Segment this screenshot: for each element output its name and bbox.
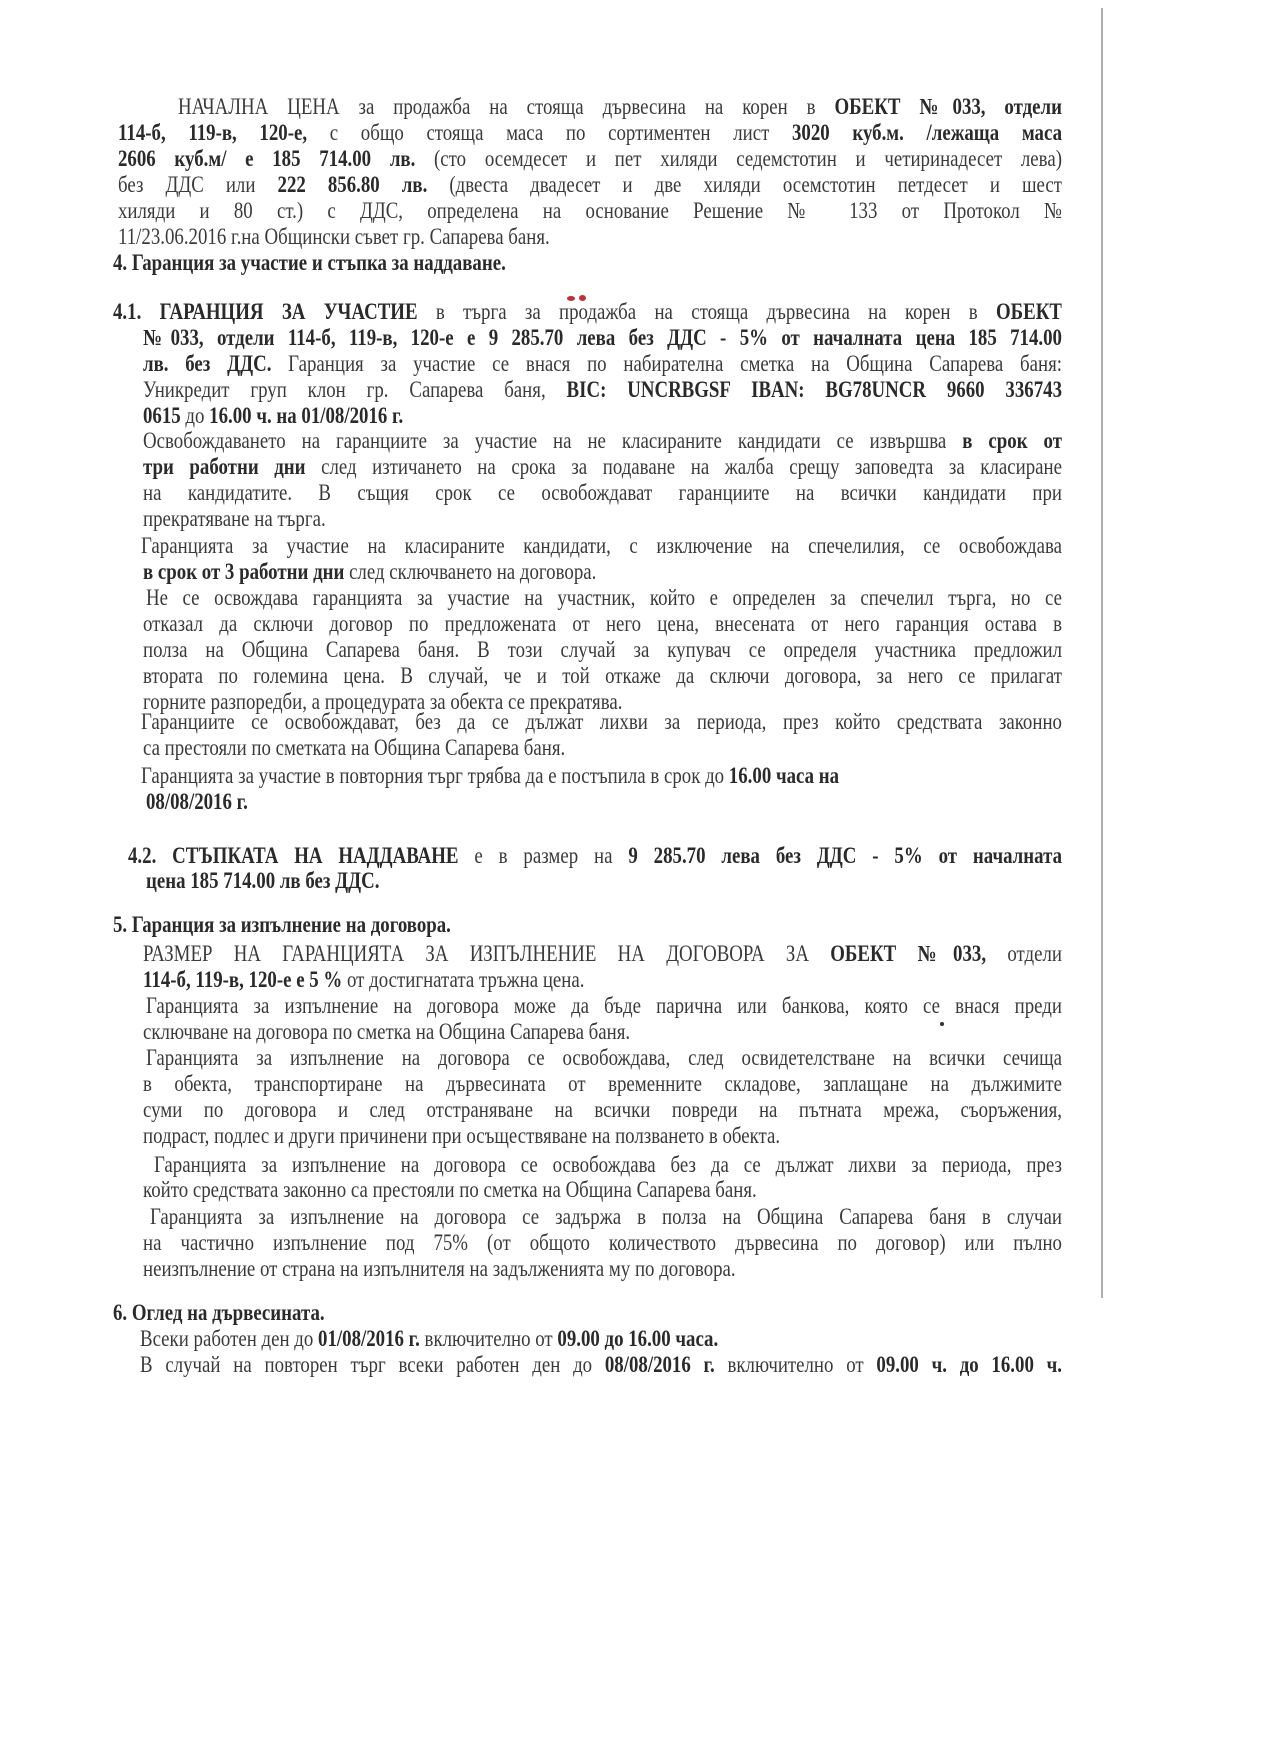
text: прекратяване на търга.	[143, 506, 326, 531]
text: горните разпоредби, а процедурата за обекта се прекратява.	[143, 689, 623, 714]
text-line	[143, 735, 1062, 761]
text: е в размер на	[458, 843, 629, 868]
scan-edge-line	[1101, 8, 1103, 1298]
text: включително от	[714, 1352, 877, 1377]
text-line	[143, 1071, 1062, 1097]
text: Гаранцията за изпълнение на договора се задържа в полза на Община Сапарева баня в случаи	[150, 1204, 1062, 1229]
text-line	[143, 506, 1062, 532]
text-line	[143, 1097, 1062, 1123]
text: Гаранцията за изпълнение на договора се освобождава без да се дължат лихви за периода, през	[154, 1152, 1062, 1177]
text-line	[141, 709, 1062, 735]
text-line	[143, 403, 1062, 429]
text-line	[118, 172, 1062, 198]
text: РАЗМЕР НА ГАРАНЦИЯТА ЗА ИЗПЪЛНЕНИЕ НА ДОГОВОРА ЗА	[143, 941, 831, 966]
bold-text: 16.00 ч. на 01/08/2016 г.	[209, 403, 404, 428]
bold-text: BIC: UNCRBGSF IBAN: BG78UNCR 9660 336743	[566, 377, 1062, 402]
text-line	[143, 663, 1062, 689]
text-line	[146, 789, 1062, 815]
text-line	[143, 1177, 1062, 1203]
text-line	[118, 198, 1062, 224]
text-line	[143, 1256, 1062, 1282]
bold-text: три работни дни	[143, 454, 306, 479]
bold-text: 6. Оглед на дървесината.	[113, 1300, 325, 1325]
text: след сключването на договора.	[344, 559, 597, 584]
bold-text: ОБЕКТ	[996, 299, 1062, 324]
text: без ДДС или	[118, 172, 278, 197]
text-line	[141, 763, 1062, 789]
text-line	[150, 1204, 1062, 1230]
text-line	[143, 941, 1062, 967]
text: неизпълнение от страна на изпълнителя на задълженията му по договора.	[143, 1256, 736, 1281]
text: (сто осемдесет и пет хиляди седемстотин и четиринадесет лева)	[415, 146, 1062, 171]
bold-text: 09.00 ч. до 16.00 ч.	[876, 1352, 1062, 1377]
text: до	[180, 403, 210, 428]
bold-text: 114-б, 119-в, 120-е е 5 %	[143, 967, 343, 992]
text-line	[118, 146, 1062, 172]
text-line	[143, 611, 1062, 637]
text: Гаранция за участие се внася по набирателна сметка на Община Сапарева баня:	[271, 351, 1062, 376]
bold-text: 9 285.70 лева без ДДС - 5% от началната	[628, 843, 1062, 868]
text: втората по големина цена. В случай, че и той откаже да сключи договора, за него се прилагат	[143, 663, 1062, 688]
text-line	[140, 1352, 1062, 1378]
text-line	[113, 1300, 1062, 1326]
text-line	[146, 1045, 1062, 1071]
text-line	[143, 351, 1062, 377]
text-line	[143, 637, 1062, 663]
text: Гаранцията за изпълнение на договора може да бъде парична или банкова, която се внася преди	[146, 993, 1062, 1018]
text: (двеста двадесет и две хиляди осемстотин петдесет и шест	[427, 172, 1062, 197]
bold-text: 08/08/2016 г.	[146, 789, 248, 814]
text-line	[113, 250, 1062, 276]
text: са престояли по сметката на Община Сапарева баня.	[143, 735, 566, 760]
text: полза на Община Сапарева баня. В този случай за купувач се определя участника предложил	[143, 637, 1062, 662]
text-line	[143, 559, 1062, 585]
text: който средствата законно са престояли по сметка на Община Сапарева баня.	[143, 1177, 757, 1202]
text-line	[146, 585, 1062, 611]
text: суми по договора и след отстраняване на всички повреди на пътната мрежа, съоръжения,	[143, 1097, 1062, 1122]
bold-text: 2606 куб.м/ е 185 714.00 лв.	[118, 146, 416, 171]
text: включително от	[419, 1326, 558, 1351]
bold-text: в срок от	[962, 428, 1062, 453]
text: отдели	[986, 941, 1062, 966]
text-line	[128, 843, 1062, 869]
text-line	[146, 993, 1062, 1019]
bold-text: в срок от 3 работни дни	[143, 559, 345, 584]
bold-text: 4.2. СТЪПКАТА НА НАДДАВАНЕ	[128, 843, 459, 868]
bold-text: №033, отдели 114-б, 119-в, 120-е е 9 285.70 лева без ДДС - 5% от началната цена 185 714.00	[143, 325, 1062, 350]
bold-text: 4.1. ГАРАНЦИЯ ЗА УЧАСТИЕ	[113, 299, 418, 324]
text-line	[118, 224, 1062, 250]
bold-text: ОБЕКТ №033,	[830, 941, 987, 966]
text-line	[146, 868, 1062, 894]
bold-text: 5. Гаранция за изпълнение на договора.	[113, 912, 451, 937]
text: Гаранцията за участие на класираните кандидати, с изключение на спечелилия, се освобождава	[141, 533, 1062, 558]
text-line	[154, 1152, 1062, 1178]
text: Гаранцията за участие в повторния търг трябва да е постъпила в срок до	[141, 763, 729, 788]
text-line	[143, 428, 1062, 454]
text-line	[141, 533, 1062, 559]
bold-text: 08/08/2016 г.	[604, 1352, 715, 1377]
text: след изтичането на срока за подаване на жалба срещу заповедта за класиране	[305, 454, 1062, 479]
text: от достигнатата тръжна цена.	[342, 967, 585, 992]
text: в търга за продажба на стояща дървесина на корен в	[417, 299, 997, 324]
text-line	[143, 1123, 1062, 1149]
bold-text: 0615	[143, 403, 181, 428]
text: Гаранциите се освобождават, без да се дължат лихви за периода, през който средствата законно	[141, 709, 1062, 734]
bold-text: лв. без ДДС.	[143, 351, 272, 376]
text: НАЧАЛНА ЦЕНА за продажба на стояща дървесина на корен в	[178, 94, 835, 119]
bold-text: цена 185 714.00 лв без ДДС.	[146, 868, 380, 893]
text-line	[143, 967, 1062, 993]
text: подраст, подлес и други причинени при осъществяване на ползването в обекта.	[143, 1123, 781, 1148]
text-line	[143, 1230, 1062, 1256]
text-line	[140, 1326, 1062, 1352]
text: Освобождаването на гаранциите за участие на не класираните кандидати се извършва	[143, 428, 963, 453]
text: 11/23.06.2016 г.на Общински съвет гр. Сапарева баня.	[118, 224, 550, 249]
text: хиляди и 80 ст.) с ДДС, определена на основание Решение № 133 от Протокол №	[118, 198, 1062, 223]
text-line	[113, 912, 1062, 938]
text: Уникредит груп клон гр. Сапарева баня,	[143, 377, 567, 402]
bold-text: ОБЕКТ №033, отдели	[834, 94, 1062, 119]
text: на кандидатите. В същия срок се освобождават гаранциите на всички кандидати при	[143, 480, 1062, 505]
text-line	[143, 454, 1062, 480]
text: в обекта, транспортиране на дървесината от временните складове, заплащане на дължимите	[143, 1071, 1062, 1096]
bold-text: 09.00 до 16.00 часа.	[557, 1326, 719, 1351]
text-line	[118, 120, 1062, 146]
text: с общо стояща маса по сортиментен лист	[307, 120, 792, 145]
text: отказал да сключи договор по предложената от него цена, внесената от него гаранция остава в	[143, 611, 1062, 636]
text: Не се освождава гаранцията за участие на участник, който е определен за спечелил търга, но се	[146, 585, 1062, 610]
text: сключване на договора по сметка на Община Сапарева баня.	[143, 1019, 631, 1044]
bold-text: 01/08/2016 г.	[318, 1326, 420, 1351]
text-line	[178, 94, 1062, 120]
text-line	[143, 480, 1062, 506]
text: Гаранцията за изпълнение на договора се освобождава, след освидетелстване на всички сечища	[146, 1045, 1062, 1070]
text: В случай на повторен търг всеки работен ден до	[140, 1352, 605, 1377]
bold-text: 3020 куб.м. /лежаща маса	[791, 120, 1062, 145]
text: на частично изпълнение под 75% (от общото количеството дървесина по договор) или пълно	[143, 1230, 1062, 1255]
text-line	[143, 377, 1062, 403]
text-line	[113, 299, 1062, 325]
bold-text: 114-б, 119-в, 120-е,	[118, 120, 308, 145]
text-line	[143, 325, 1062, 351]
text-line	[143, 1019, 1062, 1045]
text: Всеки работен ден до	[140, 1326, 319, 1351]
bold-text: 222 856.80 лв.	[277, 172, 428, 197]
bold-text: 4. Гаранция за участие и стъпка за наддаване.	[113, 250, 506, 275]
bold-text: 16.00 часа на	[728, 763, 840, 788]
